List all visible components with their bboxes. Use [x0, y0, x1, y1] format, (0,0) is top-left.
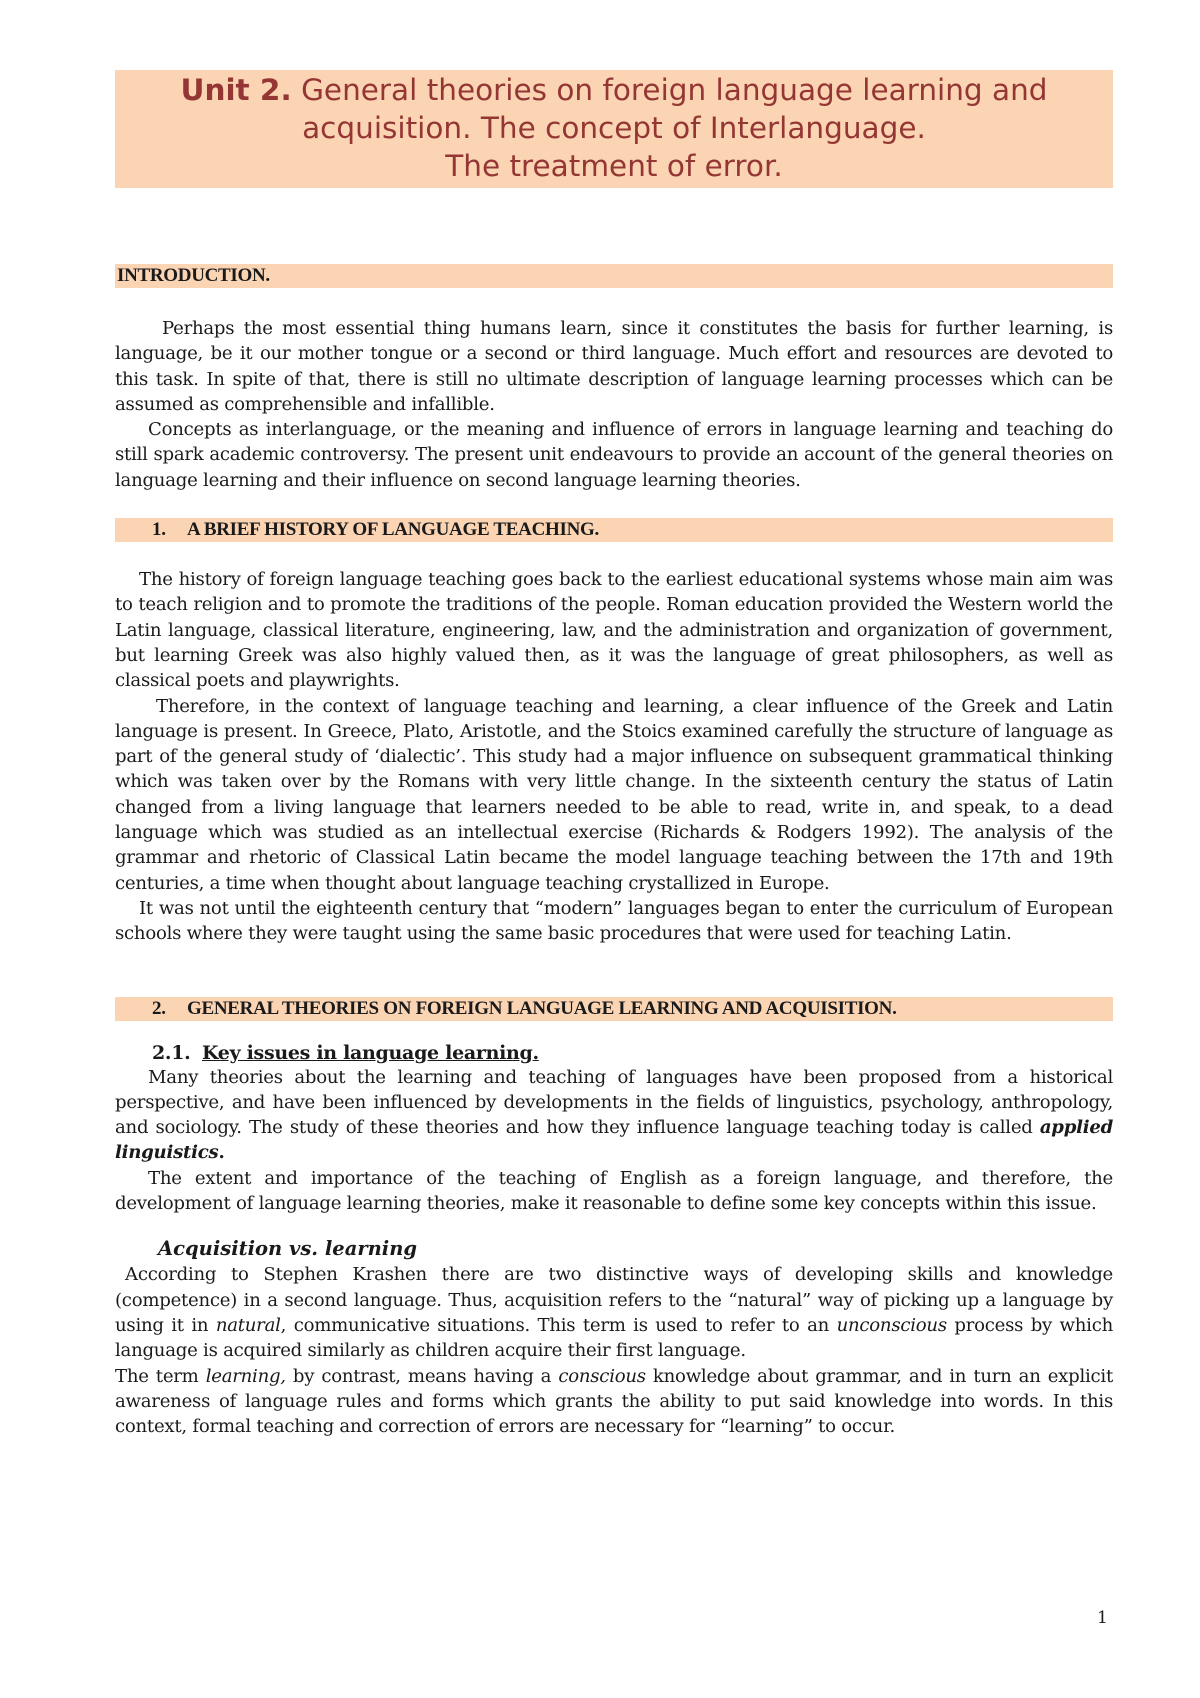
subsection-2-1-number: 2.1. — [152, 1041, 191, 1064]
intro-paragraph-1: Perhaps the most essential thing humans learn, since it constitutes the basis for further learning, is language, be it our mother tongue or a second or third language. Much effort and resources are devoted to this task. In spite of that, there is still no ultimate description of language learning processes which can be assumed as comprehensible and infallible. — [115, 318, 1113, 415]
p3-emphasis-natural: natural — [215, 1314, 281, 1336]
page-number: 1 — [1097, 1608, 1108, 1628]
p4-emphasis-conscious: conscious — [558, 1365, 646, 1387]
p4-text-1: The term — [115, 1365, 206, 1387]
section-2-heading — [115, 997, 1113, 1021]
section-1-paragraph-3: It was not until the eighteenth century that “modern” languages began to enter the curriculum of European schools where they were taught using the same basic procedures that were used for teaching Latin. — [115, 897, 1113, 945]
subsection-2-1-title: Key issues in language learning. — [202, 1041, 539, 1064]
subsection-2-1-heading — [152, 1041, 1113, 1065]
section-2-paragraph-1-text: Many theories about the learning and teaching of languages have been proposed from a historical perspective, and have been influenced by developments in the fields of linguistics, psychology, anthropology, and sociology. The study of these theories and how they influence language teaching today is called — [115, 1066, 1113, 1139]
section-2-paragraph-4 — [115, 1364, 1113, 1440]
p4-emphasis-learning: learning, — [205, 1365, 286, 1387]
section-1-title: A BRIEF HISTORY OF LANGUAGE TEACHING. — [187, 519, 599, 541]
p3-text-1: According to Stephen Krashen there are two distinctive ways of developing skills and knowledge (competence) in a second language. Thus, acquisition refers to the “natural” way of picking up a language by using it in — [115, 1264, 1113, 1336]
section-2-number: 2. — [152, 997, 166, 1019]
section-2-paragraph-2: The extent and importance of the teaching of English as a foreign language, and therefore, the development of language learning theories, make it reasonable to define some key concepts within this issue. — [115, 1167, 1113, 1215]
p4-text-2: by contrast, means having a — [285, 1365, 559, 1387]
p3-emphasis-unconscious: unconscious — [836, 1314, 947, 1336]
section-2-title: GENERAL THEORIES ON FOREIGN LANGUAGE LEARNING AND ACQUISITION. — [187, 997, 897, 1019]
section-1-number: 1. — [152, 519, 166, 541]
title-line-1: General theories on foreign language learning and — [301, 73, 1048, 107]
section-2-paragraph-1-end: . — [218, 1142, 225, 1164]
section-1-heading — [115, 518, 1113, 542]
title-line-3: The treatment of error. — [445, 149, 783, 183]
applied-linguistics-term: applied linguistics — [115, 1117, 1113, 1164]
section-1-paragraph-2: Therefore, in the context of language teaching and learning, a clear influence of the Greek and Latin language is present. In Greece, Plato, Aristotle, and the Stoics examined carefully the structure of language as part of the general study of ‘dialectic’. This study had a major influence on subsequent grammatical thinking which was taken over by the Romans with very little change. In the sixteenth century the status of Latin changed from a living language that learners needed to be able to read, write in, and speak, to a dead language which was studied as an intellectual exercise (Richards & Rodgers 1992). The analysis of the grammar and rhetoric of Classical Latin became the model language teaching between the 17th and 19th centuries, a time when thought about language teaching crystallized in Europe. — [115, 695, 1113, 894]
unit-title — [115, 70, 1113, 188]
title-line-2: acquisition. The concept of Interlanguage. — [302, 111, 926, 145]
section-2-paragraph-3 — [115, 1262, 1113, 1363]
section-2-paragraph-1 — [115, 1065, 1113, 1166]
intro-paragraph-2: Concepts as interlanguage, or the meaning and influence of errors in language learning and teaching do still spark academic controversy. The present unit endeavours to provide an account of the general theories on language learning and their influence on second language learning theories. — [115, 419, 1113, 491]
p3-text-2: , communicative situations. This term is used to refer to an — [280, 1314, 837, 1336]
introduction-heading: INTRODUCTION. — [115, 264, 1113, 288]
document-page — [115, 70, 1113, 1439]
unit-number: Unit 2. — [180, 73, 292, 107]
acquisition-vs-learning-heading: Acquisition vs. learning — [158, 1237, 418, 1261]
p3-text-3: process by which language is acquired similarly as children acquire their first language. — [115, 1314, 1114, 1362]
p4-text-3: knowledge about grammar, and in turn an explicit awareness of language rules and forms which grants the ability to put said knowledge into words. In this context, formal teaching and correction of errors are necessary for “learning” to occur. — [115, 1365, 1113, 1438]
section-1-paragraph-1: The history of foreign language teaching goes back to the earliest educational systems whose main aim was to teach religion and to promote the traditions of the people. Roman education provided the Western world the Latin language, classical literature, engineering, law, and the administration and organization of government, but learning Greek was also highly valued then, as it was the language of great philosophers, as well as classical poets and playwrights. — [115, 569, 1113, 692]
